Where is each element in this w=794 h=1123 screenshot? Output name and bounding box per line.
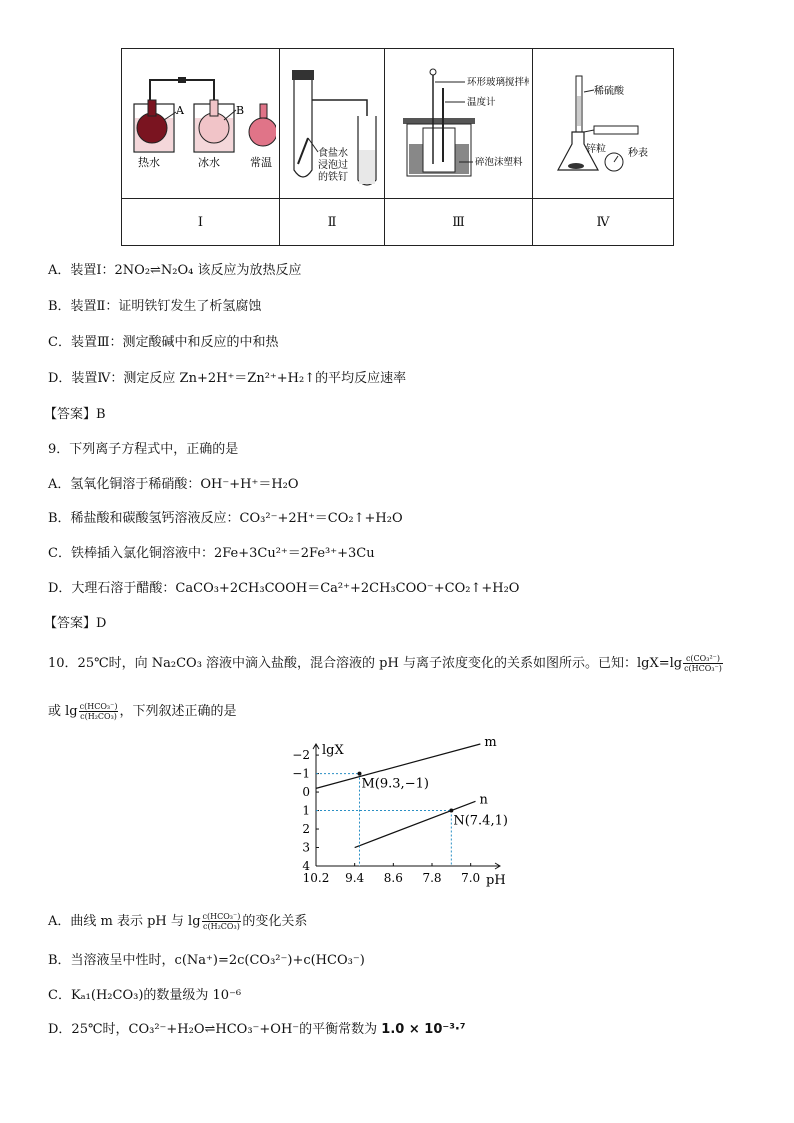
series-label-n: n — [479, 792, 488, 808]
q9-option-a: A．氢氧化铜溶于稀硝酸：OH⁻+H⁺＝H₂O — [48, 477, 299, 492]
x-tick-label: 8.6 — [383, 871, 403, 885]
y-tick-label: −1 — [292, 766, 310, 781]
point-label-0: M(9.3,−1) — [361, 776, 429, 792]
q8-option-c: C．装置Ⅲ：测定酸碱中和反应的中和热 — [48, 335, 279, 350]
hot-water-label: 热水 — [137, 155, 160, 169]
q9-option-c: C．铁棒插入氯化铜溶液中：2Fe+3Cu²⁺＝2Fe³⁺+3Cu — [48, 546, 375, 561]
series-label-m: m — [484, 738, 497, 750]
q8-option-d: D．装置Ⅳ：测定反应 Zn+2H⁺＝Zn²⁺+H₂↑的平均反应速率 — [48, 371, 407, 386]
q10-option-c: C．Kₐ₁(H₂CO₃)的数量级为 10⁻⁶ — [48, 988, 242, 1003]
nail-label-3: 的铁钉 — [318, 171, 348, 183]
q8-option-a: A．装置Ⅰ：2NO₂⇌N₂O₄ 该反应为放热反应 — [48, 263, 302, 278]
zinc-label: 锌粒 — [585, 143, 606, 155]
ice-water-label: 冰水 — [197, 155, 220, 169]
q9-answer: 【答案】D — [44, 616, 107, 631]
foam-label: 碎泡沫塑料 — [474, 156, 523, 168]
equilibrium-constant-value: 1.0 × 10⁻³·⁷ — [381, 1022, 466, 1037]
lgx-ph-chart — [290, 738, 510, 890]
y-tick-label: 2 — [302, 822, 310, 837]
q10-stem-line-1 — [48, 654, 724, 673]
q10-option-a-fraction: $\frac{\text{c(HCO₃⁻)}}{\text{c(H₂CO₃)}}$ — [202, 912, 241, 931]
q10-fraction-1: $\frac{\text{c(CO₃²⁻)}}{\text{c(HCO₃⁻)}}$ — [684, 654, 722, 673]
acid-label: 稀硫酸 — [593, 85, 624, 97]
x-tick-label: 9.4 — [345, 871, 365, 885]
q10-stem-text-1: 10．25℃时，向 Na₂CO₃ 溶液中滴入盐酸，混合溶液的 pH 与离子浓度变化的关系如图所示。已知：lgX=lg — [48, 656, 683, 671]
q8-option-b: B．装置Ⅱ：证明铁钉发生了析氢腐蚀 — [48, 299, 262, 314]
q9-option-d: D．大理石溶于醋酸：CaCO₃+2CH₃COOH＝Ca²⁺+2CH₃COO⁻+CO₂↑+H₂O — [48, 581, 520, 596]
y-tick-label: 3 — [302, 840, 310, 855]
q10-option-d: D．25℃时，CO₃²⁻+H₂O⇌HCO₃⁻+OH⁻的平衡常数为 1.0 × 10⁻³·⁷ — [48, 1022, 466, 1037]
flask-b-label: B — [235, 103, 244, 117]
point-label-1: N(7.4,1) — [453, 813, 508, 829]
q10-fraction-2: $\frac{\text{c(HCO₃⁻)}}{\text{c(H₂CO₃)}}$ — [79, 702, 118, 721]
q9-stem: 9．下列离子方程式中，正确的是 — [48, 442, 239, 457]
apparatus-3-figure — [389, 52, 529, 192]
q10-stem-line-2: 或 lg $\frac{\text{c(HCO₃⁻)}}{\text{c(H₂CO₃)}}$ ，下列叙述正确的是 — [48, 702, 237, 721]
q9-option-b: B．稀盐酸和碳酸氢钙溶液反应：CO₃²⁻+2H⁺＝CO₂↑+H₂O — [48, 511, 403, 526]
q10-option-a: A．曲线 m 表示 pH 与 lg $\frac{\text{c(HCO₃⁻)}}{\text{c(H₂CO₃)}}$ 的变化关系 — [48, 912, 308, 931]
apparatus-2-figure — [282, 52, 382, 192]
y-tick-label: 4 — [302, 859, 310, 873]
q10-option-b: B．当溶液呈中性时，c(Na⁺)=2c(CO₃²⁻)+c(HCO₃⁻) — [48, 953, 365, 968]
q8-answer: 【答案】B — [44, 407, 106, 422]
flask-a-label: A — [175, 103, 184, 117]
apparatus-table — [121, 48, 674, 246]
apparatus-label-4: Ⅳ — [533, 199, 674, 246]
x-axis-label: pH — [486, 873, 506, 888]
apparatus-label-1: Ⅰ — [122, 199, 280, 246]
apparatus-label-2: Ⅱ — [280, 199, 385, 246]
apparatus-4-cell — [533, 49, 674, 199]
x-tick-label: 7.0 — [461, 871, 481, 885]
apparatus-2-cell — [280, 49, 385, 199]
point-marker-0 — [358, 772, 362, 776]
apparatus-3-cell — [385, 49, 533, 199]
y-tick-label: −2 — [292, 748, 310, 763]
point-marker-1 — [449, 809, 453, 813]
apparatus-1-cell — [122, 49, 280, 199]
nail-label-2: 浸泡过 — [318, 159, 348, 171]
apparatus-1-figure — [126, 52, 276, 192]
nail-label-1: 食盐水 — [318, 147, 348, 159]
stirrer-label: 环形玻璃搅拌棒 — [466, 76, 529, 88]
apparatus-label-3: Ⅲ — [385, 199, 533, 246]
stopwatch-label: 秒表 — [627, 147, 648, 159]
y-tick-label: 1 — [302, 803, 310, 818]
apparatus-4-figure — [536, 52, 671, 192]
thermometer-label: 温度计 — [466, 96, 496, 108]
y-axis-label: lgX — [322, 743, 344, 758]
x-tick-label: 7.8 — [422, 871, 442, 885]
room-temp-label: 常温 — [249, 155, 272, 169]
x-tick-label: 10.2 — [302, 871, 330, 885]
y-tick-label: 0 — [302, 785, 310, 800]
